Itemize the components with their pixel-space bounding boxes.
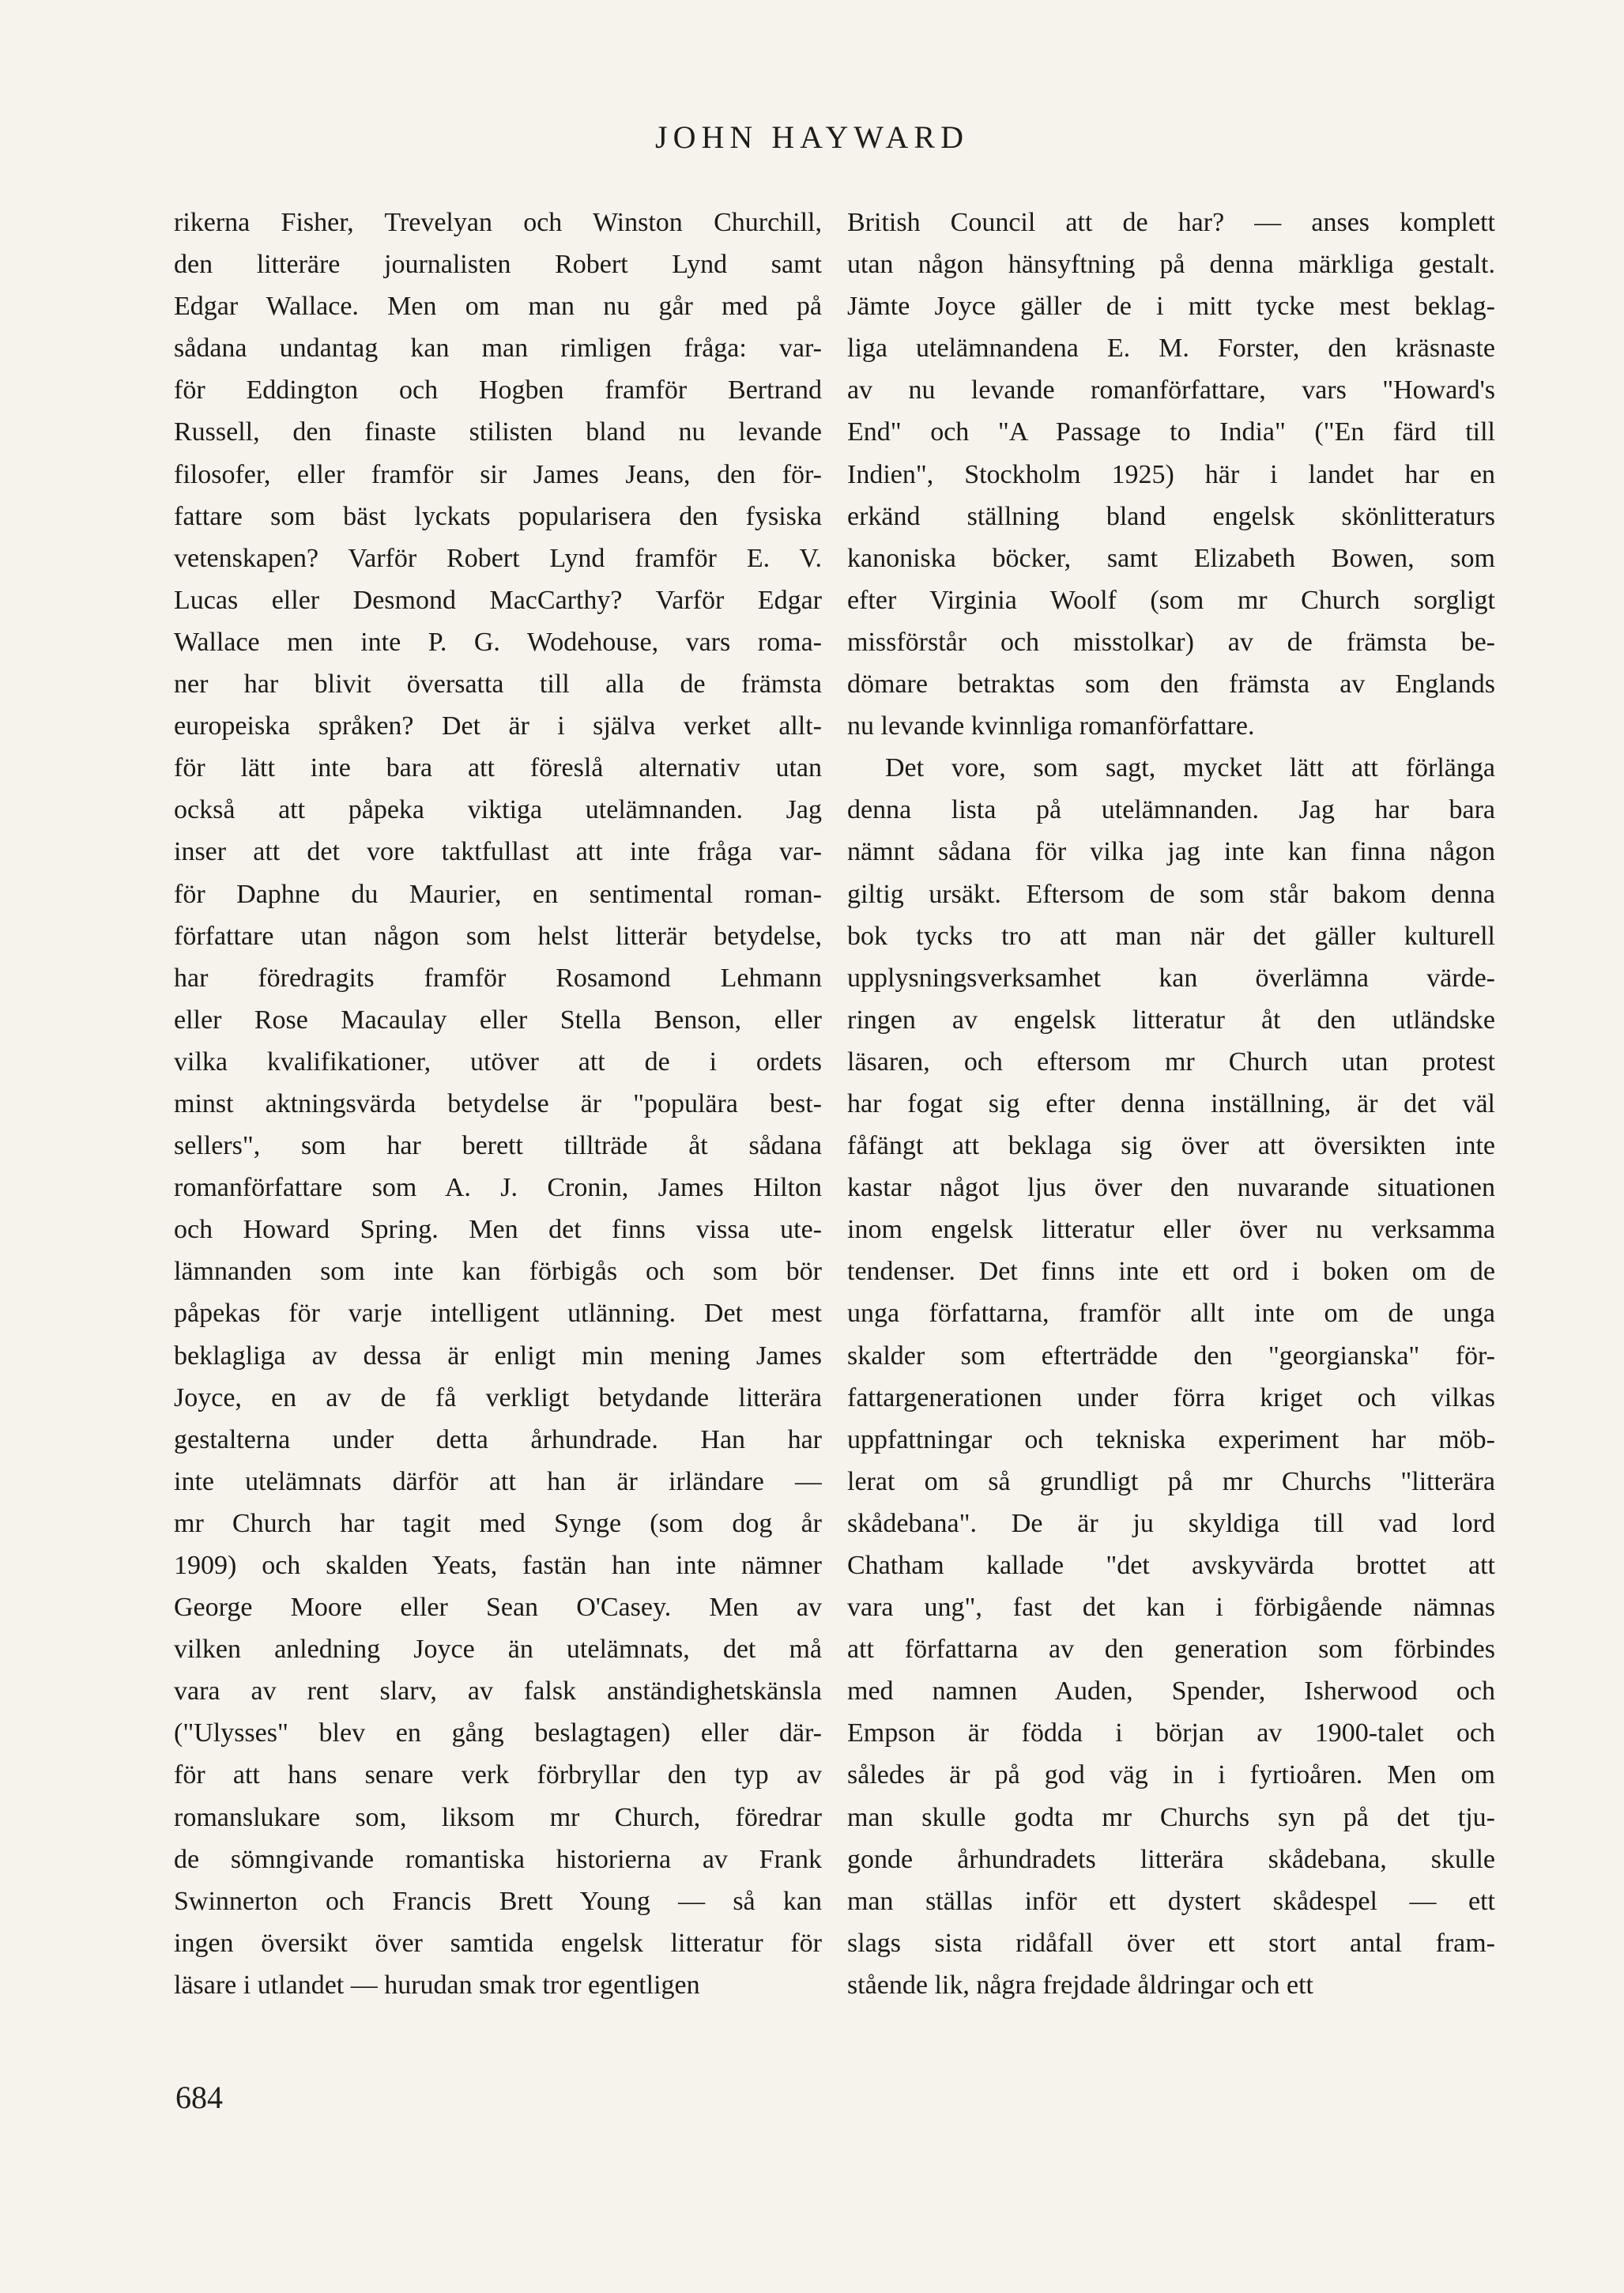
text-line: uppfattningar och tekniska experiment har möb-: [847, 1424, 1495, 1454]
text-line: fattargenerationen under förra kriget och vilkas: [847, 1382, 1495, 1412]
text-line: nämnt sådana för vilka jag inte kan finna någon: [847, 837, 1495, 867]
text-line: de sömngivande romantiska historierna av Frank: [174, 1844, 822, 1874]
text-line: ingen översikt över samtida engelsk litteratur för: [174, 1928, 822, 1958]
text-line: med namnen Auden, Spender, Isherwood och: [847, 1676, 1495, 1707]
text-line: Russell, den finaste stilisten bland nu levande: [174, 417, 822, 447]
text-line: bok tycks tro att man när det gäller kulturell: [847, 921, 1495, 951]
text-line: erkänd ställning bland engelsk skönlitteraturs: [847, 501, 1495, 531]
text-line: läsaren, och eftersom mr Church utan protest: [847, 1047, 1495, 1077]
text-line: skalder som efterträdde den "georgianska" för-: [847, 1341, 1495, 1371]
page-number: 684: [175, 2080, 223, 2115]
text-line: ner har blivit översatta till alla de främsta: [174, 669, 822, 700]
text-line: upplysningsverksamhet kan överlämna värde-: [847, 963, 1495, 993]
text-line: Wallace men inte P. G. Wodehouse, vars roma-: [174, 627, 822, 657]
text-line: gestalterna under detta århundrade. Han har: [174, 1424, 822, 1454]
text-line: gonde århundradets litterära skådebana, skulle: [847, 1844, 1495, 1874]
text-line: man skulle godta mr Churchs syn på det tju-: [847, 1802, 1495, 1832]
text-line: beklagliga av dessa är enligt min mening James: [174, 1341, 822, 1371]
text-line: vetenskapen? Varför Robert Lynd framför E. V.: [174, 543, 822, 573]
text-line: sellers", som har berett tillträde åt sådana: [174, 1131, 822, 1161]
text-line: Empson är födda i början av 1900-talet och: [847, 1718, 1495, 1748]
text-line: har föredragits framför Rosamond Lehmann: [174, 963, 822, 993]
text-line: fattare som bäst lyckats popularisera den fysiska: [174, 501, 822, 531]
text-line: Chatham kallade "det avskyvärda brottet att: [847, 1551, 1495, 1580]
text-line: lerat om så grundligt på mr Churchs "litterära: [847, 1466, 1495, 1496]
text-line: efter Virginia Woolf (som mr Church sorgligt: [847, 585, 1495, 615]
text-line: George Moore eller Sean O'Casey. Men av: [174, 1593, 822, 1623]
text-line: Swinnerton och Francis Brett Young — så kan: [174, 1886, 822, 1916]
text-line: för Daphne du Maurier, en sentimental roman-: [174, 879, 822, 909]
text-line: 1909) och skalden Yeats, fastän han inte nämner: [174, 1551, 822, 1580]
text-line: vara av rent slarv, av falsk anständighetskänsla: [174, 1676, 822, 1707]
text-line: kanoniska böcker, samt Elizabeth Bowen, som: [847, 543, 1495, 573]
running-head: JOHN HAYWARD: [655, 119, 969, 155]
text-line: således är på god väg in i fyrtioåren. Men om: [847, 1760, 1495, 1790]
text-line: lämnanden som inte kan förbigås och som bör: [174, 1257, 822, 1287]
text-line: för att hans senare verk förbryllar den typ av: [174, 1760, 822, 1790]
text-line: för lätt inte bara att föreslå alternativ utan: [174, 753, 822, 783]
text-line: författare utan någon som helst litterär betydelse,: [174, 921, 822, 951]
text-line: vilka kvalifikationer, utöver att de i ordets: [174, 1047, 822, 1077]
text-line: stående lik, några frejdade åldringar och ett: [847, 1970, 1314, 2000]
text-line: mr Church har tagit med Synge (som dog år: [174, 1508, 822, 1538]
text-line: att författarna av den generation som förbindes: [847, 1635, 1495, 1665]
text-line: minst aktningsvärda betydelse är "populära best-: [174, 1088, 822, 1118]
text-line: denna lista på utelämnanden. Jag har bara: [847, 795, 1495, 825]
text-line: för Eddington och Hogben framför Bertrand: [174, 375, 822, 405]
text-line: påpekas för varje intelligent utlänning. Det mest: [174, 1299, 822, 1329]
text-line: europeiska språken? Det är i själva verket allt-: [174, 711, 822, 741]
text-line: inom engelsk litteratur eller över nu verksamma: [847, 1215, 1495, 1245]
text-line: Lucas eller Desmond MacCarthy? Varför Edgar: [174, 585, 822, 615]
text-line: Edgar Wallace. Men om man nu går med på: [174, 292, 822, 322]
text-line: ringen av engelsk litteratur åt den utländske: [847, 1005, 1495, 1035]
text-line: fåfängt att beklaga sig över att översikten inte: [847, 1131, 1495, 1161]
text-line: missförstår och misstolkar) av de främsta be-: [847, 627, 1495, 657]
text-line: ("Ulysses" blev en gång beslagtagen) eller där-: [174, 1718, 822, 1748]
text-line: nu levande kvinnliga romanförfattare.: [847, 711, 1255, 741]
text-line: kastar något ljus över den nuvarande situationen: [847, 1173, 1495, 1203]
text-line: romanförfattare som A. J. Cronin, James Hilton: [174, 1173, 822, 1203]
text-line: British Council att de har? — anses komplett: [847, 208, 1495, 237]
text-line: vilken anledning Joyce än utelämnats, det må: [174, 1635, 822, 1665]
text-line: läsare i utlandet — hurudan smak tror egentligen: [174, 1970, 700, 2000]
text-line: End" och "A Passage to India" ("En färd till: [847, 417, 1495, 447]
text-line: unga författarna, framför allt inte om de unga: [847, 1299, 1495, 1329]
text-line: Det vore, som sagt, mycket lätt att förlänga: [885, 753, 1495, 783]
text-line: och Howard Spring. Men det finns vissa ute-: [174, 1215, 822, 1245]
text-line: man ställas inför ett dystert skådespel — ett: [847, 1886, 1495, 1916]
text-line: tendenser. Det finns inte ett ord i boken om de: [847, 1257, 1495, 1287]
text-line: sådana undantag kan man rimligen fråga: var-: [174, 334, 822, 364]
text-line: rikerna Fisher, Trevelyan och Winston Churchill,: [174, 208, 822, 237]
text-line: utan någon hänsyftning på denna märkliga gestalt.: [847, 250, 1495, 280]
text-line: filosofer, eller framför sir James Jeans, den för-: [174, 459, 822, 489]
text-line: dömare betraktas som den främsta av Englands: [847, 669, 1495, 700]
text-line: av nu levande romanförfattare, vars "Howard's: [847, 375, 1495, 405]
text-line: inser att det vore taktfullast att inte fråga var-: [174, 837, 822, 867]
text-line: eller Rose Macaulay eller Stella Benson, eller: [174, 1005, 822, 1035]
text-line: romanslukare som, liksom mr Church, föredrar: [174, 1802, 822, 1832]
left-text-column: [174, 202, 822, 2006]
text-line: Jämte Joyce gäller de i mitt tycke mest beklag-: [847, 292, 1495, 322]
text-line: skådebana". De är ju skyldiga till vad lord: [847, 1508, 1495, 1538]
text-line: inte utelämnats därför att han är irländare —: [174, 1466, 822, 1496]
text-line: liga utelämnandena E. M. Forster, den kräsnaste: [847, 334, 1495, 364]
text-line: har fogat sig efter denna inställning, är det väl: [847, 1088, 1495, 1118]
text-line: den litteräre journalisten Robert Lynd samt: [174, 250, 822, 280]
text-line: vara ung", fast det kan i förbigående nämnas: [847, 1593, 1495, 1623]
text-line: Indien", Stockholm 1925) här i landet har en: [847, 459, 1495, 489]
text-line: giltig ursäkt. Eftersom de som står bakom denna: [847, 879, 1495, 909]
text-line: Joyce, en av de få verkligt betydande litterära: [174, 1382, 822, 1412]
text-line: slags sista ridåfall över ett stort antal fram-: [847, 1928, 1495, 1958]
right-text-column: [847, 202, 1495, 2006]
text-line: också att påpeka viktiga utelämnanden. Jag: [174, 795, 822, 825]
